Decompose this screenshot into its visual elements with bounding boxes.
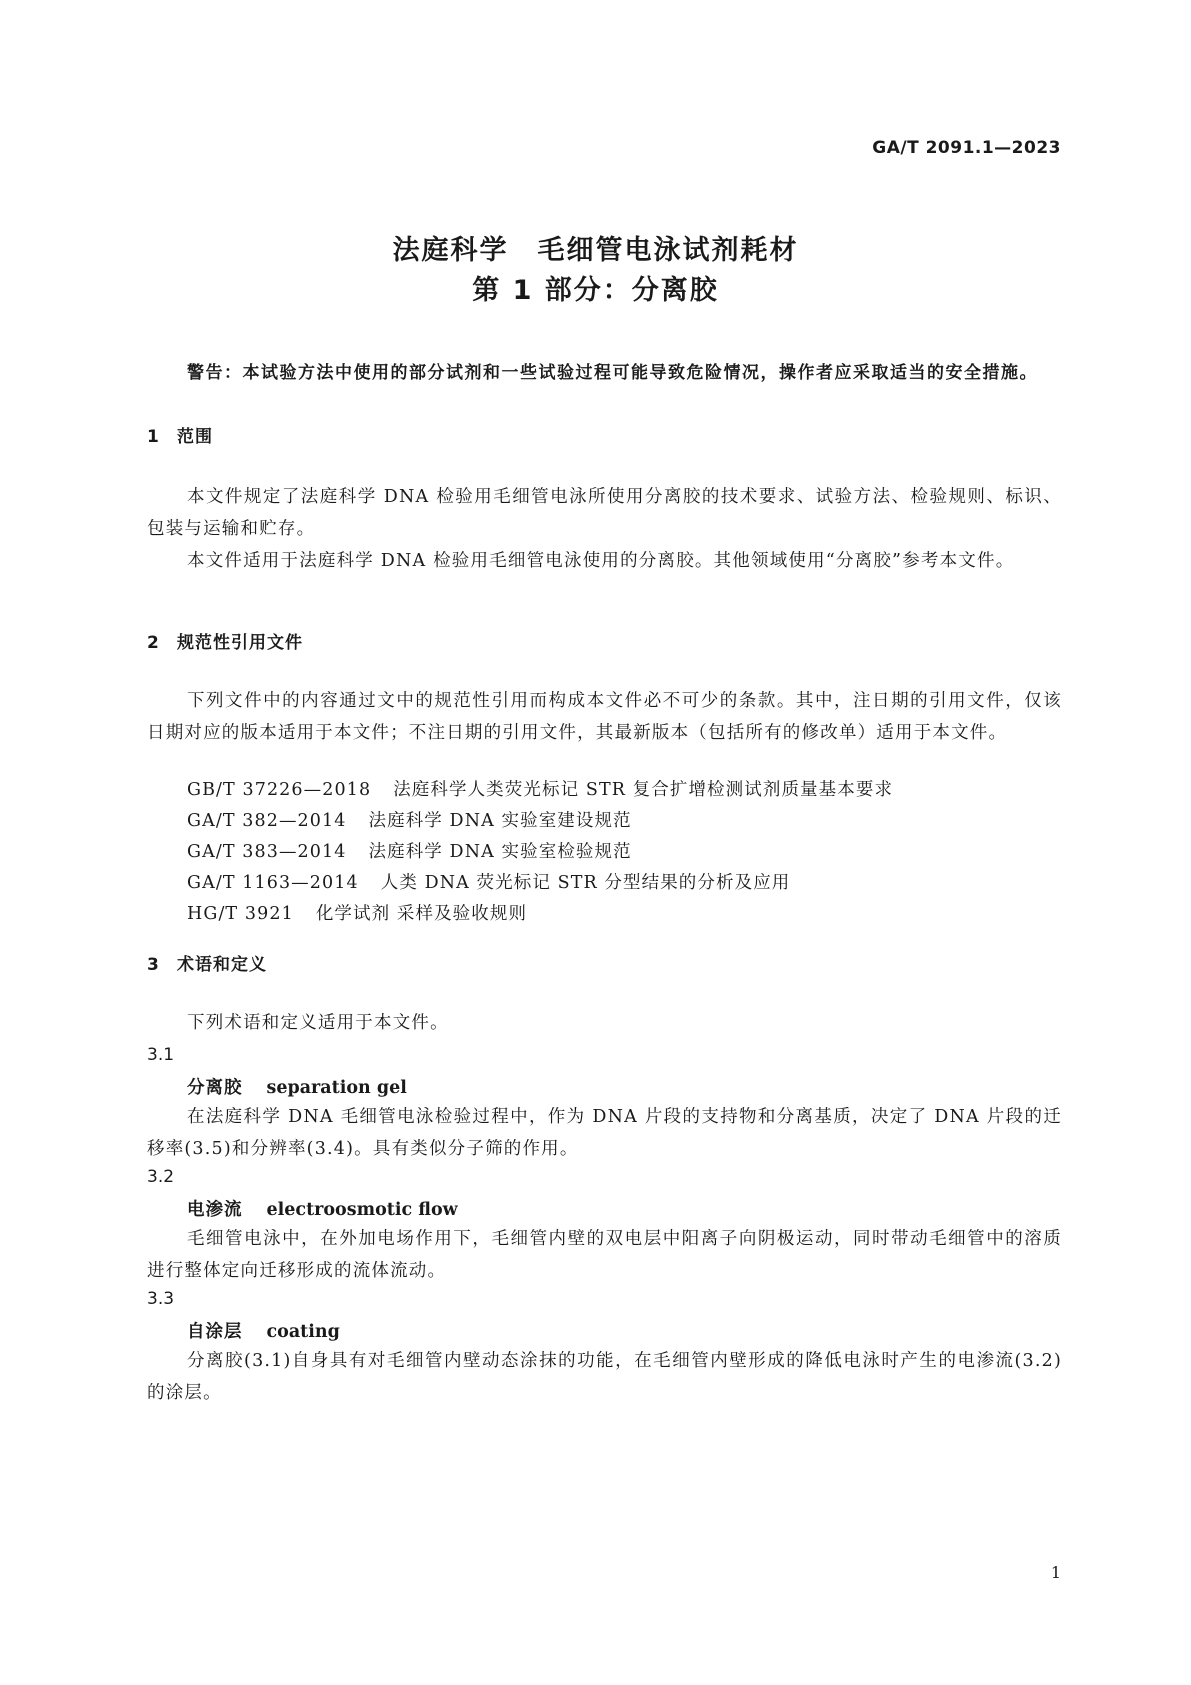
section-number: 3	[147, 955, 160, 975]
section-1-paragraph: 本文件规定了法庭科学 DNA 检验用毛细管电泳所使用分离胶的技术要求、试验方法、检验规则、标识、包装与运输和贮存。	[147, 487, 1062, 539]
term-definition: 分离胶(3.1)自身具有对毛细管内壁动态涂抹的功能，在毛细管内壁形成的降低电泳时产生的电渗流(3.2)的涂层。	[147, 1351, 1062, 1403]
section-2-heading	[147, 628, 303, 653]
normative-reference	[187, 776, 893, 801]
normative-reference	[187, 807, 632, 832]
safety-warning: 警告：本试验方法中使用的部分试剂和一些试验过程可能导致危险情况，操作者应采取适当的安全措施。	[187, 363, 1038, 383]
reference-title: 法庭科学人类荧光标记 STR 复合扩增检测试剂质量基本要求	[393, 780, 894, 800]
reference-code: GA/T 1163—2014	[187, 873, 359, 893]
term-entry	[187, 1074, 407, 1099]
reference-title: 法庭科学 DNA 实验室检验规范	[368, 842, 632, 862]
section-3-heading	[147, 950, 267, 975]
term-number: 3.2	[147, 1167, 175, 1187]
term-number: 3.3	[147, 1289, 175, 1309]
reference-code: GA/T 382—2014	[187, 811, 347, 831]
normative-reference	[187, 869, 790, 894]
document-title-line1: 法庭科学 毛细管电泳试剂耗材	[392, 235, 799, 266]
section-number: 1	[147, 427, 160, 447]
term-english: coating	[266, 1322, 340, 1342]
reference-title: 化学试剂 采样及验收规则	[315, 904, 528, 924]
term-english: electroosmotic flow	[266, 1200, 458, 1220]
term-chinese: 分离胶	[187, 1078, 243, 1098]
reference-code: GA/T 383—2014	[187, 842, 347, 862]
term-number: 3.1	[147, 1045, 175, 1065]
term-chinese: 自涂层	[187, 1322, 243, 1342]
standard-code: GA/T 2091.1—2023	[872, 138, 1061, 158]
section-1-paragraph: 本文件适用于法庭科学 DNA 检验用毛细管电泳使用的分离胶。其他领域使用“分离胶”参考本文件。	[187, 551, 1015, 571]
normative-reference	[187, 838, 632, 863]
section-title: 术语和定义	[177, 955, 267, 975]
term-chinese: 电渗流	[187, 1200, 243, 1220]
term-entry	[187, 1318, 340, 1343]
reference-code: GB/T 37226—2018	[187, 780, 372, 800]
term-definition: 毛细管电泳中，在外加电场作用下，毛细管内壁的双电层中阳离子向阴极运动，同时带动毛细管中的溶质进行整体定向迁移形成的流体流动。	[147, 1229, 1062, 1281]
term-entry	[187, 1196, 458, 1221]
normative-reference	[187, 900, 527, 925]
page-number: 1	[1050, 1563, 1061, 1582]
reference-title: 人类 DNA 荧光标记 STR 分型结果的分析及应用	[380, 873, 791, 893]
reference-title: 法庭科学 DNA 实验室建设规范	[368, 811, 632, 831]
term-english: separation gel	[266, 1078, 407, 1098]
document-title-line2: 第 1 部分：分离胶	[472, 275, 719, 306]
section-2-intro: 下列文件中的内容通过文中的规范性引用而构成本文件必不可少的条款。其中，注日期的引用文件，仅该日期对应的版本适用于本文件；不注日期的引用文件，其最新版本（包括所有的修改单）适用于本文件。	[147, 691, 1062, 743]
section-title: 规范性引用文件	[177, 633, 303, 653]
section-3-intro: 下列术语和定义适用于本文件。	[187, 1013, 449, 1033]
section-title: 范围	[177, 427, 213, 447]
section-1-heading	[147, 422, 213, 447]
reference-code: HG/T 3921	[187, 904, 294, 924]
section-number: 2	[147, 633, 160, 653]
term-definition: 在法庭科学 DNA 毛细管电泳检验过程中，作为 DNA 片段的支持物和分离基质，决定了 DNA 片段的迁移率(3.5)和分辨率(3.4)。具有类似分子筛的作用。	[147, 1107, 1062, 1159]
